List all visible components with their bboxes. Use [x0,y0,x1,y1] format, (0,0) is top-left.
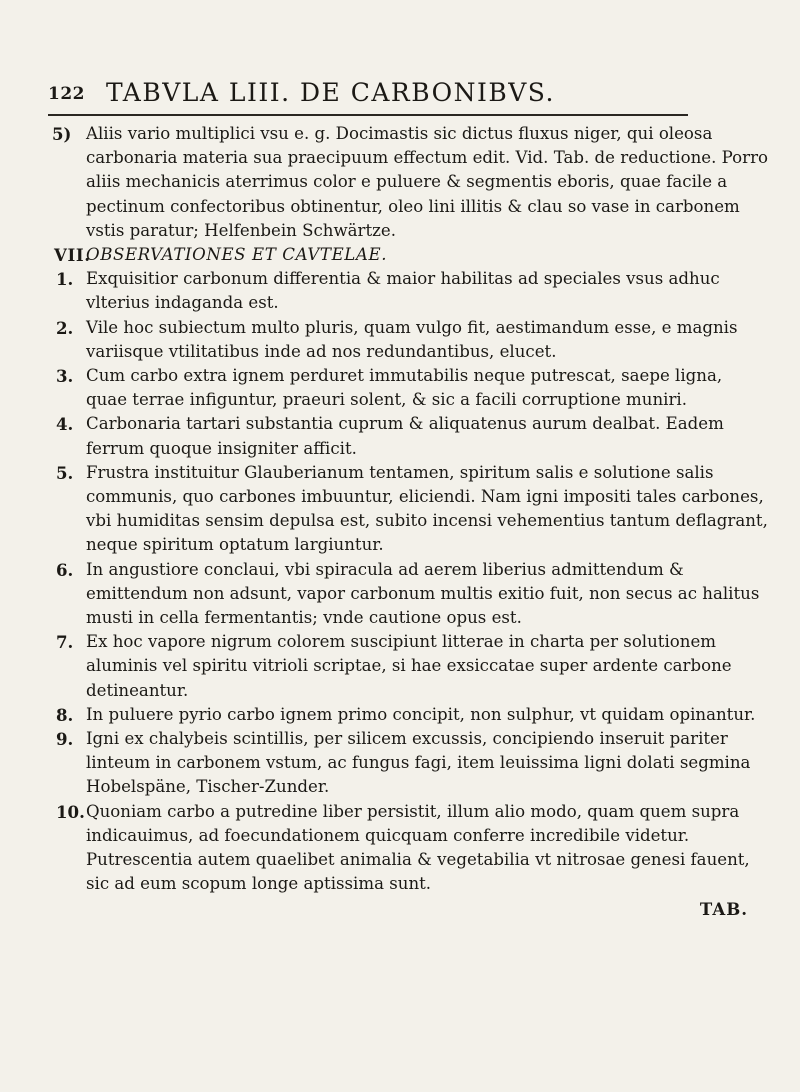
page-header [48,78,748,112]
item-number: 4. [56,414,74,435]
list-item [56,267,768,315]
list-item [56,703,768,727]
item-number: 2. [56,317,74,338]
list-item [56,364,768,412]
item-number: 7. [56,632,74,653]
item-number: 1. [56,269,74,290]
header-rule [48,114,688,116]
list-item [56,461,768,558]
list-item [56,558,768,631]
body-text [52,122,768,921]
item-text: Igni ex chalybeis scintillis, per silicem excussis, concipiendo inseruit pariter linteum in carbonem vstum, ac fungus fagi, item leuissima ligni dolati segmina Hobelspäne, Tischer-Zunder. [86,729,751,797]
item-text: Exquisitior carbonum differentia & maior habilitas ad speciales vsus adhuc vlterius indaganda est. [86,269,720,313]
item-text: In puluere pyrio carbo ignem primo concipit, non sulphur, vt quidam opinantur. [86,704,756,724]
item-number: 5. [56,462,74,483]
item-number: 9. [56,729,74,750]
item-text: Quoniam carbo a putredine liber persistit, illum alio modo, quam quem supra indicauimus, ad foecundationem quicquam conferre incredibile videtur. Putrescentia autem quaelibet animalia & vegetabilia vt nitrosae genesi fauent, sic ad eum scopum longe aptissima sunt. [86,801,750,894]
list-item [56,727,768,800]
paragraph-number: 5) [52,124,72,144]
item-number: 6. [56,559,74,580]
section-title: OBSERVATIONES ET CAVTELAE. [86,245,388,265]
item-number: 10. [56,801,85,822]
item-text: Vile hoc subiectum multo pluris, quam vulgo fit, aestimandum esse, e magnis variisque vtilitatibus inde ad nos redundantibus, elucet. [86,317,738,361]
item-text: In angustiore conclaui, vbi spiracula ad aerem liberius admittendum & emittendum non adsunt, vapor carbonum multis exitio fuit, non secus ac halitus musti in cella fermentantis; vnde cautione opus est. [86,559,760,628]
item-text: Cum carbo extra ignem perduret immutabilis neque putrescat, saepe ligna, quae terrae infiguntur, praeuri solent, & sic a facili corruptione muniri. [86,366,723,410]
running-title: TABVLA LIII. DE CARBONIBVS. [106,78,555,107]
page-number: 122 [48,84,85,104]
item-number: 3. [56,366,74,387]
item-text: Frustra instituitur Glauberianum tentamen, spiritum salis e solutione salis communis, quo carbones imbuuntur, eliciendi. Nam igni impositi tales carbones, vbi humiditas sensim depulsa est, subito incensi vehementius tantum deflagrant, neque spiritum optatum largiuntur. [86,462,768,555]
list-item [56,800,768,897]
catchword: TAB. [699,898,748,919]
item-number: 8. [56,704,74,725]
list-item [56,630,768,703]
section-heading [56,243,768,267]
item-text: Ex hoc vapore nigrum colorem suscipiunt litterae in charta per solutionem aluminis vel spiritu vitrioli scriptae, si hae exsiccatae super ardente carbone detineantur. [86,632,732,700]
list-item [56,412,768,460]
paragraph-5 [52,122,768,243]
paragraph-text: Aliis vario multiplici vsu e. g. Docimastis sic dictus fluxus niger, qui oleosa carbonaria materia sua praecipuum effectum edit. Vid. Tab. de reductione. Porro aliis mechanicis aterrimus color e puluere & segmentis eboris, quae facile a pectinum confectoribus obtinentur, oleo lini illitis & clau so vase in carbonem vstis paratur; Helfenbein Schwärtze. [86,124,768,240]
list-item [56,316,768,364]
item-text: Carbonaria tartari substantia cuprum & aliquatenus aurum dealbat. Eadem ferrum quoque insigniter afficit. [86,414,724,458]
section-number: VII. [54,245,91,266]
